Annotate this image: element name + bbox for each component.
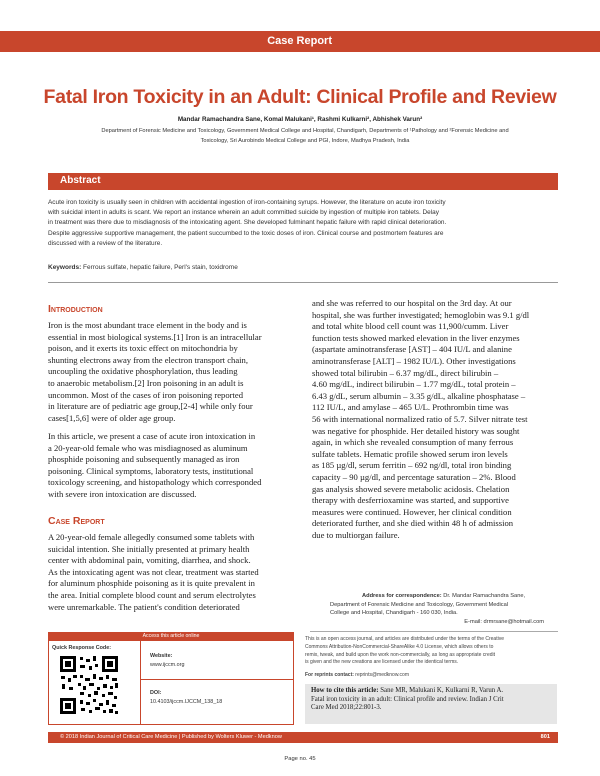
introduction-paragraph-2 bbox=[48, 431, 294, 501]
text-line: as 185 µg/dl, serum ferritin – 692 ng/dl, total iron binding bbox=[312, 460, 512, 471]
text-line: a 20-year-old female who was misdiagnosed as aluminum bbox=[48, 442, 248, 453]
keywords-text: Ferrous sulfate, hepatic failure, Perl's stain, toxidrome bbox=[83, 264, 238, 271]
text-line: phosphide poisoning and subsequently managed as iron bbox=[48, 454, 240, 465]
text-line: 6.43 g/dL, serum albumin – 3.35 g/dL, alkaline phosphatase – bbox=[312, 390, 526, 401]
text-line: As the intoxicating agent was not clear, treatment was started bbox=[48, 566, 259, 577]
website-link[interactable]: www.ijccm.org bbox=[150, 662, 185, 668]
correspondence-line: College and Hospital, Chandigarh - 160 030, India. bbox=[330, 610, 458, 617]
keywords-label: Keywords: bbox=[48, 264, 82, 271]
article-title: Fatal Iron Toxicity in an Adult: Clinical Profile and Review bbox=[43, 86, 557, 108]
section-divider bbox=[48, 282, 558, 283]
case-report-heading: Case Report bbox=[48, 515, 105, 527]
reprints-label: For reprints contact: bbox=[305, 672, 354, 679]
text-line: measures were continued. However, her clinical condition bbox=[312, 506, 512, 517]
qr-code-label: Quick Response Code: bbox=[52, 645, 112, 651]
access-box-divider bbox=[140, 641, 141, 725]
correspondence-rule bbox=[310, 631, 558, 632]
text-line: and she was referred to our hospital on the 3rd day. At our bbox=[312, 298, 512, 308]
correspondence-block bbox=[310, 592, 558, 627]
affiliation-line: Toxicology, Sri Aurobindo Medical College and PGI, Indore, Madhya Pradesh, India bbox=[200, 137, 410, 144]
page-footer bbox=[48, 732, 558, 743]
license-line: is given and the new creations are licensed under the identical terms. bbox=[305, 659, 459, 666]
license-notice bbox=[305, 636, 557, 680]
footer-page-number: 801 bbox=[540, 734, 550, 740]
text-line: 112 IU/L, and amylase – 465 U/L. Prothrombin time was bbox=[312, 402, 509, 413]
how-to-cite-line: Sane MR, Malukani K, Kulkarni R, Varun A. bbox=[380, 687, 504, 694]
license-line: This is an open access journal, and articles are distributed under the terms of the Creative bbox=[305, 636, 504, 642]
text-line: uncoupling the oxidative phosphorylation, thus leading bbox=[48, 366, 238, 377]
text-line: suicidal intention. She initially presented at primary health bbox=[48, 543, 250, 554]
website-label: Website: bbox=[150, 653, 173, 659]
access-box-rule bbox=[140, 679, 294, 680]
footer-copyright: © 2018 Indian Journal of Critical Care Medicine | Published by Wolters Kluwer - Medknow bbox=[60, 734, 282, 740]
abstract-line: in treatment was there due to misdiagnosis of the intoxicating agent. She developed fulminant hepatic failure with rapid clinical deterioration. bbox=[48, 219, 447, 227]
text-line: 4.60 mg/dL, indirect bilirubin – 1.77 mg/dL, total protein – bbox=[312, 379, 516, 390]
license-line: Commons Attribution-NonCommercial-ShareAlike 4.0 License, which allows others to bbox=[305, 643, 494, 650]
abstract-line: discussed with a review of the literature. bbox=[48, 239, 163, 247]
text-line: poisoning. Clinical symptoms, laboratory tests, institutional bbox=[48, 465, 254, 476]
text-line: due to multiorgan failure. bbox=[312, 529, 400, 540]
how-to-cite-line: Fatal iron toxicity in an adult: Clinical profile and review. Indian J Crit bbox=[311, 695, 504, 703]
correspondence-email: E-mail: drmrsane@hotmail.com bbox=[464, 619, 544, 626]
introduction-heading: Introduction bbox=[48, 303, 103, 315]
doi-label: DOI: bbox=[150, 690, 162, 696]
text-line: uncommon. Most of the cases of iron poisoning reported bbox=[48, 389, 243, 400]
text-line: aminotransferase [ALT] – 1982 IU/L). Other investigations bbox=[312, 355, 516, 366]
abstract-heading: Abstract bbox=[60, 175, 101, 186]
correspondence-line: Department of Forensic Medicine and Toxicology, Government Medical bbox=[330, 601, 509, 608]
text-line: was negative for phosphide. Her detailed history was sought bbox=[312, 425, 520, 436]
case-report-paragraph bbox=[48, 532, 294, 613]
text-line: to anaerobic metabolism.[2] Iron poisoning in an adult is bbox=[48, 377, 244, 388]
text-line: and total white blood cell count was 11,900/cumm. Liver bbox=[312, 321, 509, 332]
text-line: In this article, we present a case of acute iron intoxication in bbox=[48, 431, 256, 441]
license-line: remix, tweak, and build upon the work non-commercially, as long as appropriate credit bbox=[305, 651, 495, 658]
text-line: again, in which she revealed consumption of many ferrous bbox=[312, 437, 514, 448]
text-line: cases[1,5,6] were of older age group. bbox=[48, 412, 176, 423]
how-to-cite-box bbox=[305, 684, 557, 724]
article-type-banner bbox=[0, 31, 600, 52]
text-line: 56 with international normalized ratio of 5.7. Silver nitrate test bbox=[312, 413, 528, 424]
abstract-line: with suicidal intent in adults is scant. We report an instance wherein an adult committed suicide by ingestion of multiple iron tablets. Delay bbox=[48, 209, 439, 217]
text-line: showed total bilirubin – 6.37 mg/dL, direct bilirubin – bbox=[312, 367, 499, 378]
article-type-label: Case Report bbox=[267, 35, 332, 47]
text-line: hospital, she was further investigated; hemoglobin was 9.1 g/dl bbox=[312, 309, 530, 320]
correspondence-name: Dr. Mandar Ramachandra Sane, bbox=[443, 593, 526, 599]
abstract-header-bar bbox=[48, 173, 558, 190]
abstract-body bbox=[48, 198, 558, 249]
text-line: function tests showed marked elevation in the liver enzymes bbox=[312, 332, 520, 343]
author-list: Mandar Ramachandra Sane, Komal Malukani¹, Rashmi Kulkarni², Abhishek Varun² bbox=[177, 116, 423, 123]
text-line: shunting electrons away from the electron transport chain, bbox=[48, 354, 248, 365]
text-line: gas analysis showed severe metabolic acidosis. Chelation bbox=[312, 483, 510, 494]
introduction-paragraph-1 bbox=[48, 320, 294, 424]
text-line: (aspartate aminotransferase [AST] – 404 IU/L and alanine bbox=[312, 344, 512, 355]
qr-code-icon[interactable] bbox=[58, 654, 120, 716]
text-line: center with abdominal pain, vomiting, diarrhea, and shock. bbox=[48, 555, 251, 566]
how-to-cite-label: How to cite this article: bbox=[311, 687, 379, 694]
case-report-continued bbox=[312, 298, 558, 541]
text-line: sulfate tablets. Hematic profile showed serum iron levels bbox=[312, 448, 508, 459]
text-line: essential in most biological systems.[1] Iron is an intracellular bbox=[48, 331, 262, 342]
text-line: capacity – 90 µg/dl, and percentage saturation – 2%. Blood bbox=[312, 471, 516, 482]
text-line: for aluminum phosphide poisoning as it is quite prevalent in bbox=[48, 578, 255, 589]
text-line: therapy with desferrioxamine was started, and supportive bbox=[312, 495, 509, 506]
text-line: were unremarkable. The patient's condition deteriorated bbox=[48, 601, 240, 612]
text-line: toxicology screening, and histopathology which corresponded bbox=[48, 477, 262, 488]
affiliation-line: Department of Forensic Medicine and Toxicology, Government Medical College and Hospital, Chandigarh, Departments of ¹Pathology and ²Forensic Medicine and bbox=[101, 128, 509, 134]
abstract-line: Despite aggressive supportive management, the patient succumbed to the toxic doses of iron. Clinical course and postmortem features are bbox=[48, 229, 444, 237]
doi-link[interactable]: 10.4103/ijccm.IJCCM_138_18 bbox=[150, 699, 223, 705]
correspondence-label: Address for correspondence: bbox=[362, 593, 442, 599]
viewer-page-number: Page no. 45 bbox=[284, 756, 316, 762]
how-to-cite-line: Care Med 2018;22:801-3. bbox=[311, 704, 382, 712]
text-line: deteriorated further, and she died within 48 h of admission bbox=[312, 518, 514, 529]
text-line: the area. Initial complete blood count and serum electrolytes bbox=[48, 589, 256, 600]
text-line: with severe iron intoxication are discussed. bbox=[48, 488, 197, 499]
text-line: poison, and it exerts its toxic effect on mitochondria by bbox=[48, 343, 238, 354]
text-line: in literature are of pediatric age group,[2-4] while only four bbox=[48, 401, 253, 412]
text-line: Iron is the most abundant trace element in the body and is bbox=[48, 320, 247, 330]
keywords bbox=[48, 264, 558, 271]
affiliations bbox=[60, 127, 550, 146]
access-online-title: Access this article online bbox=[48, 632, 294, 641]
abstract-line: Acute iron toxicity is usually seen in children with accidental ingestion of iron-containing syrups. However, the literature on acute iron toxicity bbox=[48, 199, 446, 206]
text-line: A 20-year-old female allegedly consumed some tablets with bbox=[48, 532, 255, 542]
reprints-email: reprints@medknow.com bbox=[355, 672, 410, 679]
